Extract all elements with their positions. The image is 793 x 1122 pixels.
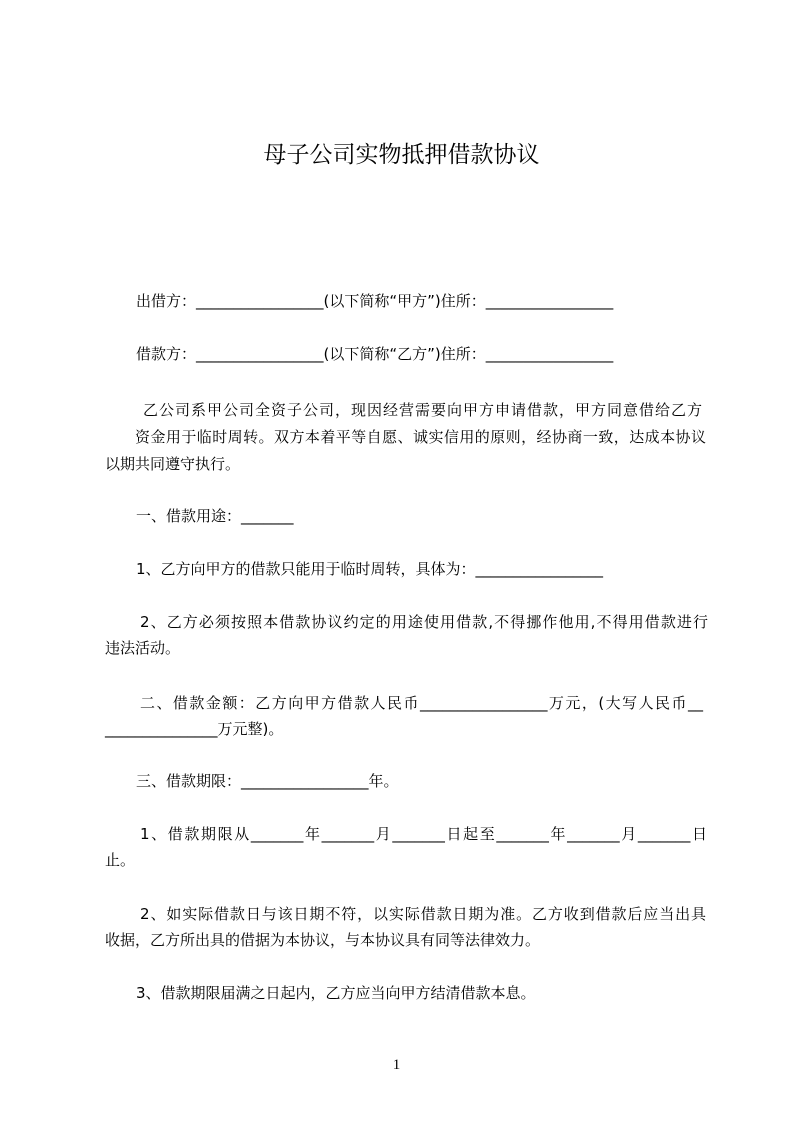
lender-line: 出借方：_________________(以下简称“甲方”)住所：_________________ bbox=[136, 292, 614, 310]
preamble-line: 乙公司系甲公司全资子公司，现因经营需要向甲方申请借款，甲方同意借给乙方 bbox=[143, 401, 702, 419]
clause-continuation: 收据，乙方所出具的借据为本协议，与本协议具有同等法律效力。 bbox=[105, 931, 541, 949]
page-number: 1 bbox=[392, 1057, 401, 1073]
preamble-line: 以期共同遵守执行。 bbox=[105, 455, 241, 473]
clause-line: 2、乙方必须按照本借款协议约定的用途使用借款,不得挪作他用,不得用借款进行 bbox=[140, 613, 708, 631]
document-title: 母子公司实物抵押借款协议 bbox=[263, 142, 540, 168]
section-heading-purpose: 一、借款用途：_______ bbox=[136, 507, 294, 525]
section-heading-term: 三、借款期限：_________________年。 bbox=[136, 772, 399, 790]
clause-line: 2、如实际借款日与该日期不符，以实际借款日期为准。乙方收到借款后应当出具 bbox=[140, 905, 706, 923]
clause-continuation: 止。 bbox=[105, 851, 136, 869]
preamble-line: 资金用于临时周转。双方本着平等自愿、诚实信用的原则，经协商一致，达成本协议 bbox=[135, 428, 706, 446]
section-heading-continuation: _______________万元整)。 bbox=[105, 720, 284, 738]
clause-line: 3、借款期限届满之日起内，乙方应当向甲方结清借款本息。 bbox=[136, 984, 536, 1002]
clause-continuation: 违法活动。 bbox=[105, 639, 181, 657]
clause-line: 1、乙方向甲方的借款只能用于临时周转，具体为：_________________ bbox=[136, 560, 604, 578]
section-heading-amount: 二、借款金额：乙方向甲方借款人民币_________________万元，(大写人民币__ bbox=[140, 694, 703, 712]
clause-line: 1、借款期限从_______年_______月_______日起至_______年_______月_______日 bbox=[140, 825, 707, 843]
borrower-line: 借款方：_________________(以下简称“乙方”)住所：_________________ bbox=[136, 345, 614, 363]
